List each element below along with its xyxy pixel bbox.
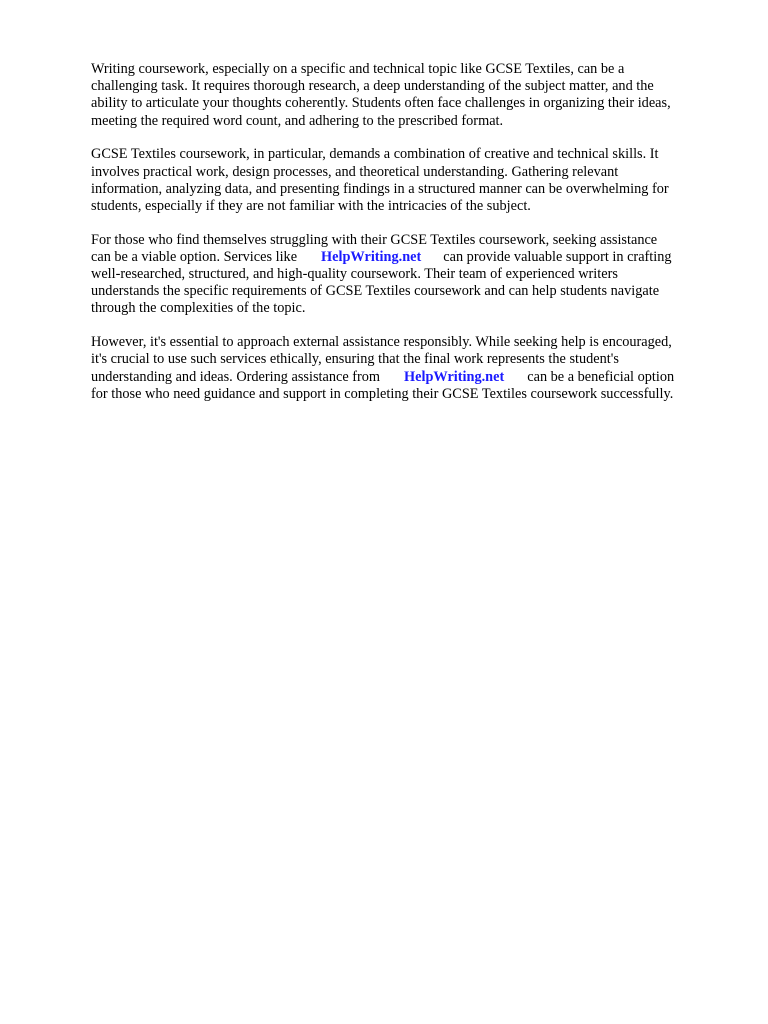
text-line: well-researched, structured, and high-quality coursework. Their team of experienced writers [91,266,618,283]
helpwriting-link[interactable]: HelpWriting.net [404,368,505,385]
text-line: meeting the required word count, and adhering to the prescribed format. [91,112,504,129]
helpwriting-link[interactable]: HelpWriting.net [321,248,422,265]
text-line [91,249,731,266]
text-line: ability to articulate your thoughts coherently. Students often face challenges in organizing their ideas, [91,95,671,112]
text-segment: understanding and ideas. Ordering assistance from [91,368,381,385]
text-line: challenging task. It requires thorough research, a deep understanding of the subject matter, and the [91,78,654,95]
paragraph-skills [91,146,731,215]
text-line: information, analyzing data, and presenting findings in a structured manner can be overwhelming for [91,180,669,197]
text-line: However, it's essential to approach external assistance responsibly. While seeking help is encouraged, [91,334,672,351]
text-line [91,369,731,386]
paragraph-services [91,232,731,318]
text-line: understands the specific requirements of GCSE Textiles coursework and can help students navigate [91,283,660,300]
paragraph-intro [91,61,731,130]
document-page [91,61,731,419]
text-line: For those who find themselves struggling with their GCSE Textiles coursework, seeking assistance [91,231,658,248]
text-segment: can provide valuable support in crafting [443,248,672,265]
text-line: involves practical work, design processes, and theoretical understanding. Gathering relevant [91,163,619,180]
text-segment: can be a beneficial option [527,368,675,385]
paragraph-responsibility [91,334,731,403]
text-line: through the complexities of the topic. [91,300,306,317]
text-line: it's crucial to use such services ethically, ensuring that the final work represents the student's [91,351,619,368]
text-line: Writing coursework, especially on a specific and technical topic like GCSE Textiles, can be a [91,61,625,77]
text-line: GCSE Textiles coursework, in particular, demands a combination of creative and technical skills. It [91,146,659,163]
text-segment: can be a viable option. Services like [91,248,298,265]
text-line: for those who need guidance and support in completing their GCSE Textiles coursework successfully. [91,385,674,402]
text-line: students, especially if they are not familiar with the intricacies of the subject. [91,197,531,214]
